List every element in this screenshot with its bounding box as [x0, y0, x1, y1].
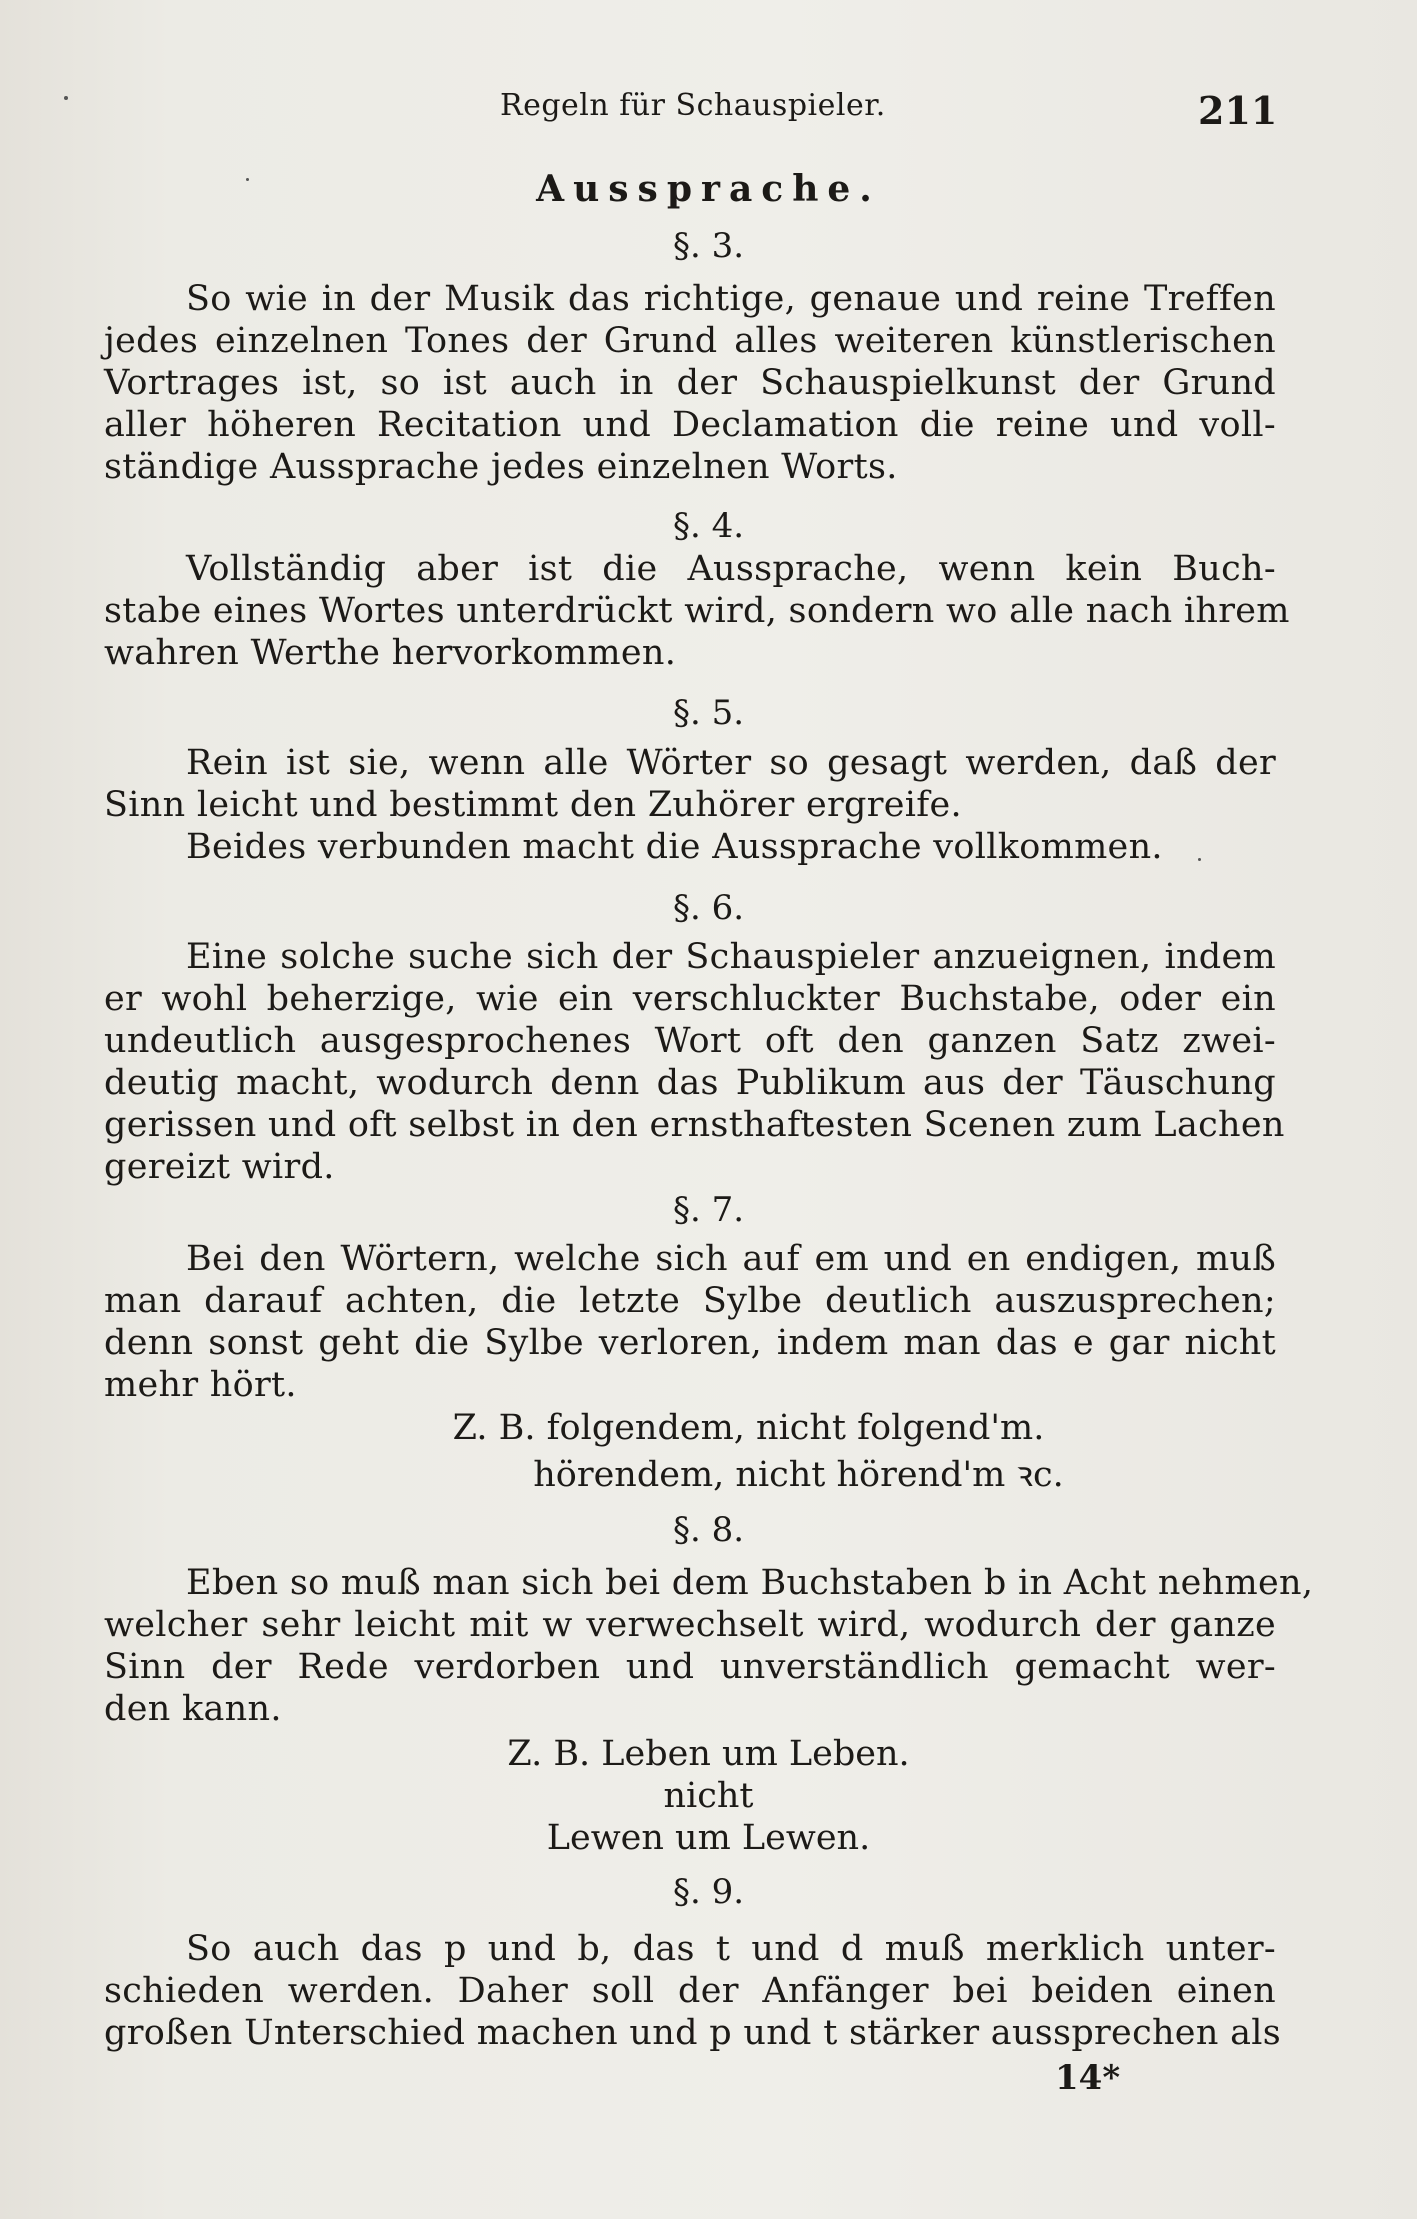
text-line: schieden werden. Daher soll der Anfänger bei beiden einen: [104, 1971, 1276, 2011]
text-line: Eine solche suche sich der Schauspieler anzueignen, indem: [186, 937, 1276, 977]
text-line: Sinn leicht und bestimmt den Zuhörer ergreife.: [104, 785, 962, 825]
paper-speck: [64, 96, 68, 100]
text-line: großen Unterschied machen und p und t stärker aussprechen als: [104, 2013, 1282, 2053]
text-line: wahren Werthe hervorkommen.: [104, 633, 677, 673]
text-line: man darauf achten, die letzte Sylbe deutlich auszusprechen;: [104, 1281, 1276, 1321]
paragraph-number-4: §. 4.: [672, 506, 745, 546]
running-header: Regeln für Schauspieler.: [500, 88, 886, 123]
text-line: Rein ist sie, wenn alle Wörter so gesagt werden, daß der: [186, 743, 1276, 783]
text-line: Vollständig aber ist die Aussprache, wenn kein Buch-: [186, 549, 1276, 589]
page-number: 211: [1198, 88, 1278, 133]
example-line: Z. B. folgendem, nicht folgend'm.: [452, 1408, 1045, 1448]
paragraph-number-8: §. 8.: [672, 1510, 745, 1550]
text-line: So auch das p und b, das t und d muß merklich unter-: [186, 1929, 1276, 1969]
text-line: Vortrages ist, so ist auch in der Schauspielkunst der Grund: [104, 363, 1276, 403]
example-line: Lewen um Lewen.: [546, 1818, 871, 1858]
text-line: ständige Aussprache jedes einzelnen Worts.: [104, 447, 898, 487]
text-line: undeutlich ausgesprochenes Wort oft den ganzen Satz zwei-: [104, 1021, 1276, 1061]
section-heading: Aussprache.: [536, 168, 881, 210]
paragraph-number-6: §. 6.: [672, 888, 745, 928]
text-line: Eben so muß man sich bei dem Buchstaben b in Acht nehmen,: [186, 1563, 1314, 1603]
text-line: gerissen und oft selbst in den ernsthaftesten Scenen zum Lachen: [104, 1105, 1285, 1145]
text-line: den kann.: [104, 1689, 282, 1729]
signature-mark: 14*: [1055, 2058, 1121, 2098]
text-line: denn sonst geht die Sylbe verloren, indem man das e gar nicht: [104, 1323, 1276, 1363]
text-line: Beides verbunden macht die Aussprache vollkommen.: [186, 827, 1163, 867]
example-line: nicht: [663, 1776, 754, 1816]
text-line: So wie in der Musik das richtige, genaue und reine Treffen: [186, 279, 1276, 319]
text-line: stabe eines Wortes unterdrückt wird, sondern wo alle nach ihrem: [104, 591, 1290, 631]
text-line: mehr hört.: [104, 1365, 297, 1405]
text-line: Sinn der Rede verdorben und unverständlich gemacht wer-: [104, 1647, 1276, 1687]
paragraph-number-3: §. 3.: [672, 226, 745, 266]
paragraph-number-5: §. 5.: [672, 693, 745, 733]
paragraph-number-7: §. 7.: [672, 1190, 745, 1230]
text-line: welcher sehr leicht mit w verwechselt wird, wodurch der ganze: [104, 1605, 1276, 1645]
example-line: hörendem, nicht hörend'm ꝛc.: [533, 1455, 1064, 1495]
text-line: er wohl beherzige, wie ein verschluckter Buchstabe, oder ein: [104, 979, 1276, 1019]
text-line: deutig macht, wodurch denn das Publikum aus der Täuschung: [104, 1063, 1276, 1103]
text-line: jedes einzelnen Tones der Grund alles weiteren künstlerischen: [104, 321, 1276, 361]
text-line: gereizt wird.: [104, 1147, 335, 1187]
example-line: Z. B. Leben um Leben.: [507, 1734, 910, 1774]
text-line: Bei den Wörtern, welche sich auf em und en endigen, muß: [186, 1239, 1276, 1279]
paragraph-number-9: §. 9.: [672, 1872, 745, 1912]
text-line: aller höheren Recitation und Declamation die reine und voll-: [104, 405, 1276, 445]
